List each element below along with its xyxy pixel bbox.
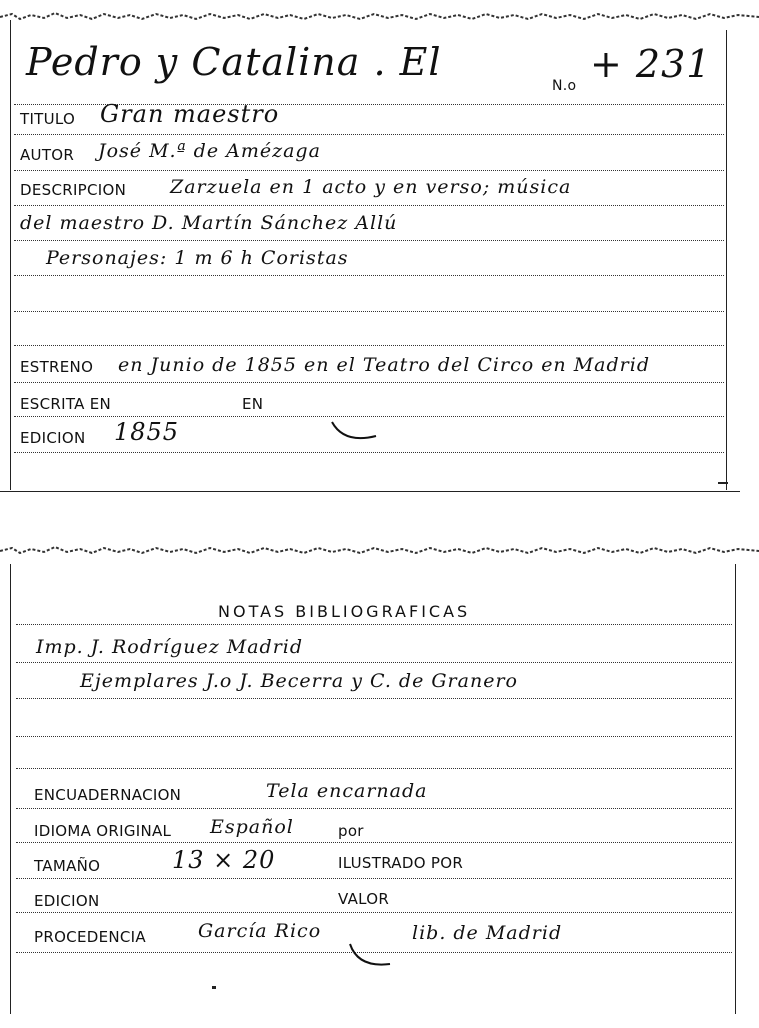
ruled-line [14,452,724,453]
ruled-line [16,662,732,663]
edicion-label: EDICION [34,892,100,910]
ruled-line [14,311,724,312]
autor-value: José M.ª de Amézaga [98,140,321,162]
catalog-number: + 231 [590,42,712,86]
idioma-original-value: Español [210,816,294,838]
card-left-border [10,564,11,1014]
note-line-1: Imp. J. Rodríguez Madrid [36,636,304,658]
procedencia-label: PROCEDENCIA [34,928,146,946]
ilustrado-por-label: ILUSTRADO POR [338,854,464,872]
section-heading: NOTAS BIBLIOGRAFICAS [218,602,471,621]
edicion-label: EDICION [20,429,86,447]
ruled-line [14,240,724,241]
ruled-line [14,170,724,171]
catalog-card-top [0,0,759,500]
estreno-value: en Junio de 1855 en el Teatro del Circo en Madrid [118,354,650,376]
card-bottom-border [0,491,740,492]
ruled-line [16,952,732,953]
ruled-line [16,912,732,913]
autor-label: AUTOR [20,146,75,164]
ruled-line [14,205,724,206]
card-right-border [726,30,727,490]
pen-stroke-mark [330,418,380,448]
ruled-line [14,382,724,383]
procedencia-value: García Rico [198,920,322,942]
ruled-line [16,698,732,699]
ruled-line [16,736,732,737]
titulo-value: Gran maestro [100,100,280,128]
edicion-value: 1855 [114,418,180,446]
ink-mark [718,482,728,484]
encuadernacion-label: ENCUADERNACION [34,786,182,804]
number-label: N.o [552,78,577,94]
valor-label: VALOR [338,890,390,908]
por-label: por [338,822,364,840]
ruled-line [16,808,732,809]
pen-stroke-mark [346,938,396,974]
descripcion-line-1: Zarzuela en 1 acto y en verso; música [170,176,572,198]
card-right-border [735,564,736,1014]
titulo-label: TITULO [20,110,76,128]
catalog-card-bottom [0,540,759,1028]
ruled-line [16,768,732,769]
tamano-label: TAMAÑO [34,857,101,875]
tamano-value: 13 × 20 [172,846,276,874]
ruled-line [14,416,724,417]
card-left-border [10,20,11,490]
ink-dot [212,986,216,989]
ruled-line [16,624,732,625]
encuadernacion-value: Tela encarnada [266,780,428,802]
torn-edge-top [0,10,759,24]
en-label: EN [242,395,264,413]
descripcion-line-3: Personajes: 1 m 6 h Coristas [46,247,349,269]
torn-edge-top [0,544,759,558]
handwritten-title: Pedro y Catalina . El [26,40,442,84]
note-line-2: Ejemplares J.o J. Becerra y C. de Granero [80,670,518,692]
escrita-en-label: ESCRITA EN [20,395,112,413]
ruled-line [16,842,732,843]
ruled-line [14,134,724,135]
idioma-original-label: IDIOMA ORIGINAL [34,822,172,840]
procedencia-extra: lib. de Madrid [412,922,563,944]
ruled-line [14,345,724,346]
ruled-line [16,878,732,879]
ruled-line [14,275,724,276]
descripcion-label: DESCRIPCION [20,181,127,199]
estreno-label: ESTRENO [20,358,94,376]
descripcion-line-2: del maestro D. Martín Sánchez Allú [20,212,398,234]
